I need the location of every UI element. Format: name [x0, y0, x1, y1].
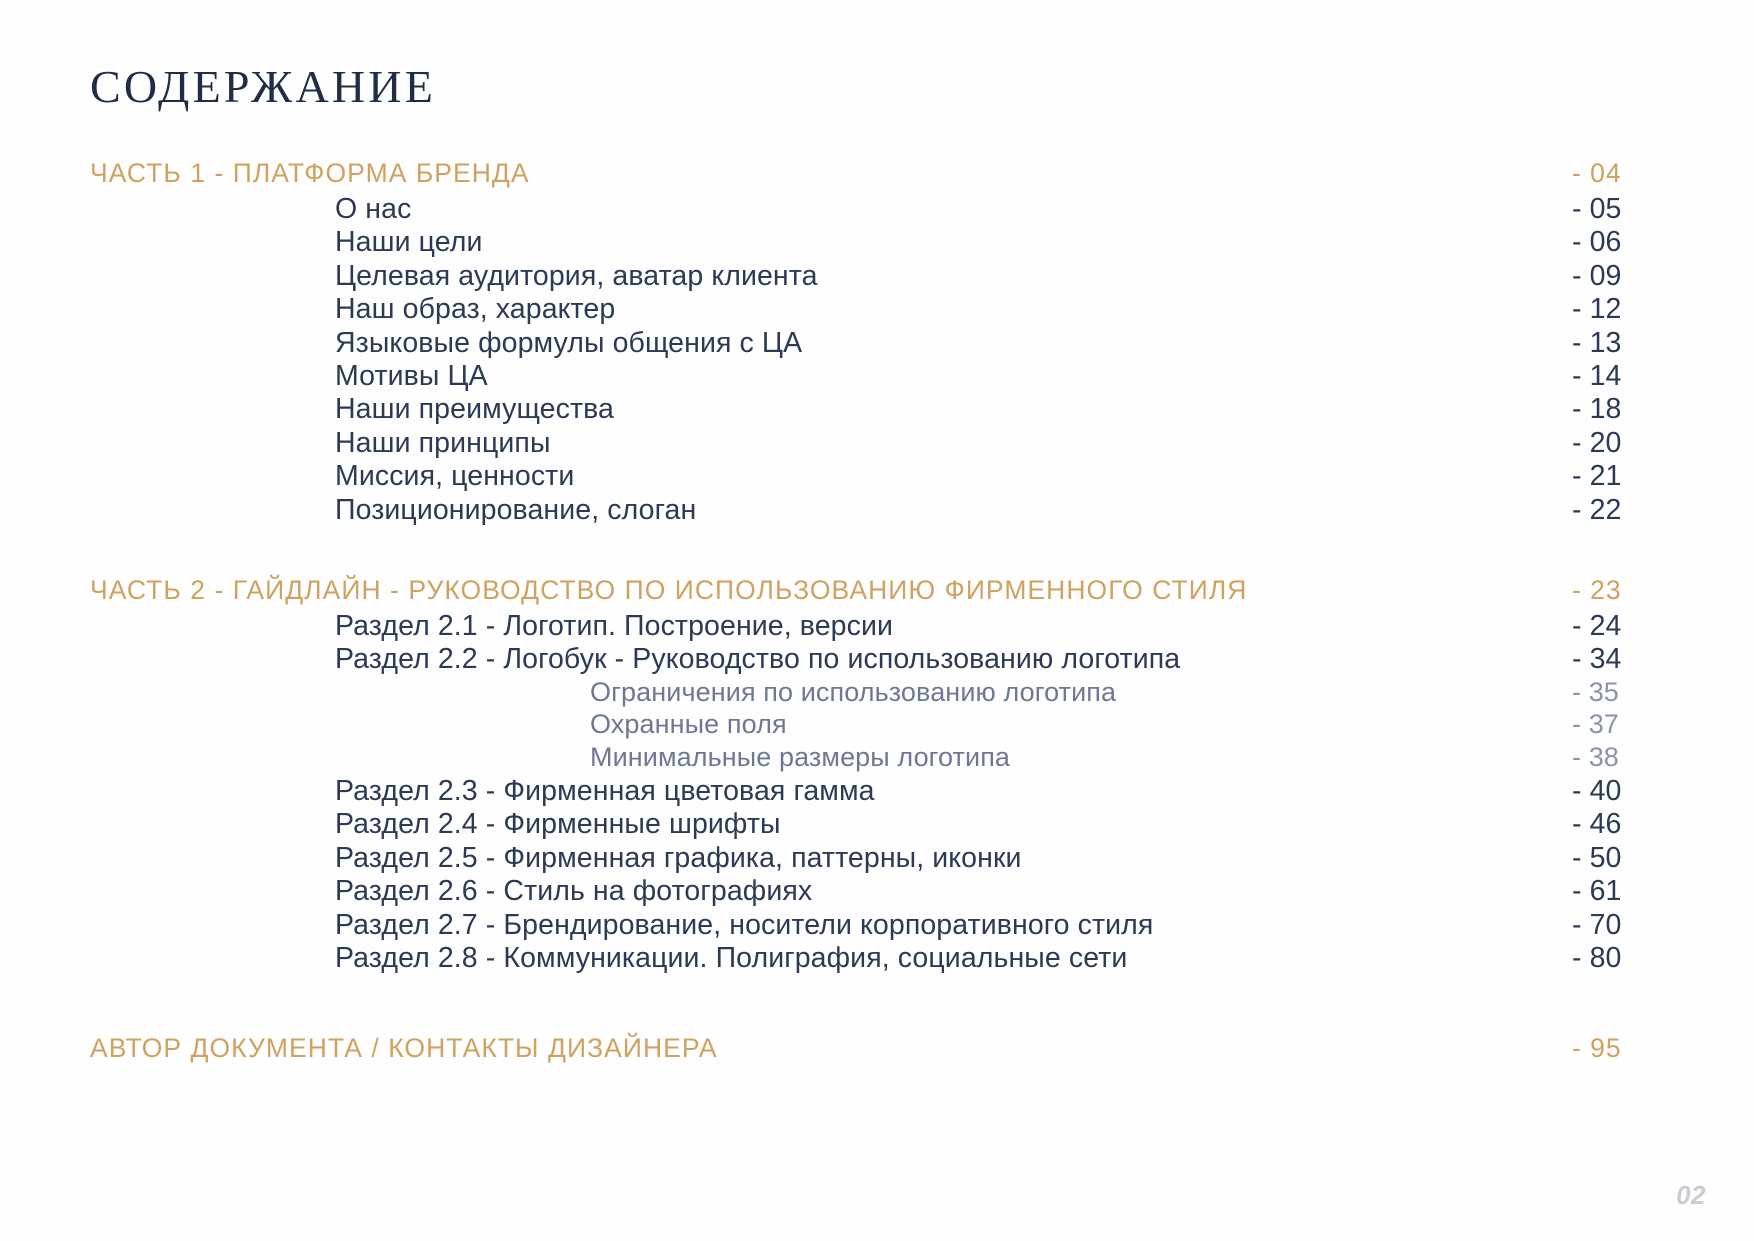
toc-entry-label: Минимальные размеры логотипа: [590, 742, 1011, 773]
toc-entry-page: - 21: [1572, 460, 1622, 493]
section-heading-page: - 23: [1572, 574, 1622, 605]
toc-entry-page: - 24: [1572, 609, 1622, 642]
toc-entry-page: - 70: [1572, 908, 1622, 941]
toc-entry-page: - 38: [1572, 742, 1619, 773]
toc-entry[interactable]: [90, 908, 1664, 944]
toc-entry-page: - 13: [1572, 326, 1622, 359]
toc-entry[interactable]: [90, 462, 1664, 495]
toc-entry-page: - 40: [1572, 775, 1622, 808]
toc-entry-label: Раздел 2.4 - Фирменные шрифты: [335, 808, 781, 841]
toc-entry-page: - 20: [1572, 426, 1622, 459]
toc-entry[interactable]: [90, 841, 1664, 877]
toc-entry-label: Позиционирование, слоган: [335, 493, 697, 526]
toc-footer-entry[interactable]: [90, 1035, 1664, 1068]
toc-entry-page: - 37: [1572, 709, 1619, 740]
toc-entry-page: - 34: [1572, 643, 1622, 676]
toc-entry-page: - 35: [1572, 676, 1619, 707]
vertical-spacer: [90, 977, 1664, 1035]
toc-entry[interactable]: [90, 493, 1664, 529]
toc-entry-page: - 50: [1572, 841, 1622, 874]
section-heading-page: - 04: [1572, 158, 1622, 188]
toc-entry-page: - 61: [1572, 875, 1622, 908]
toc-entry[interactable]: [90, 195, 1664, 228]
toc-entry-label: Ограничения по использованию логотипа: [590, 676, 1117, 707]
toc-entry[interactable]: [90, 645, 1664, 678]
toc-entry-label: Наш образ, характер: [335, 293, 616, 326]
toc-entry-page: - 06: [1572, 226, 1622, 259]
toc-entry[interactable]: [90, 609, 1664, 645]
toc-entry-label: Охранные поля: [590, 709, 787, 740]
toc-entry[interactable]: [90, 777, 1664, 810]
toc-entry-label: Наши цели: [335, 226, 483, 259]
toc-entry-label: Раздел 2.3 - Фирменная цветовая гамма: [335, 775, 875, 808]
toc-entry[interactable]: [90, 877, 1664, 910]
toc-entry[interactable]: [90, 944, 1664, 977]
toc-entry-label: О нас: [335, 193, 412, 225]
toc-entry-page: - 09: [1572, 259, 1622, 292]
toc-entry-label: Раздел 2.1 - Логотип. Построение, версии: [335, 609, 893, 642]
toc-entry-label: Целевая аудитория, аватар клиента: [335, 259, 818, 292]
toc-entry-page: - 46: [1572, 808, 1622, 841]
toc-entry[interactable]: [90, 676, 1664, 712]
footer-entry-page: - 95: [1572, 1033, 1622, 1064]
toc-section-heading[interactable]: [90, 160, 1664, 193]
toc-entry-label: Раздел 2.2 - Логобук - Руководство по использованию логотипа: [335, 643, 1181, 676]
toc-entry-label: Наши принципы: [335, 426, 551, 459]
page-folio-number: 02: [1676, 1180, 1706, 1210]
toc-entry[interactable]: [90, 810, 1664, 843]
toc-entry[interactable]: [90, 426, 1664, 462]
toc-entry-label: Миссия, ценности: [335, 460, 575, 493]
toc-entry-label: Языковые формулы общения с ЦА: [335, 326, 803, 359]
toc-entry-page: - 12: [1572, 293, 1622, 326]
table-of-contents: [90, 160, 1664, 1068]
section-heading-label: ЧАСТЬ 1 - ПЛАТФОРМА БРЕНДА: [90, 158, 530, 188]
toc-entry[interactable]: [90, 326, 1664, 362]
toc-entry-label: Раздел 2.7 - Брендирование, носители корпоративного стиля: [335, 908, 1154, 941]
toc-entry[interactable]: [90, 744, 1664, 777]
footer-entry-label: АВТОР ДОКУМЕНТА / КОНТАКТЫ ДИЗАЙНЕРА: [90, 1033, 718, 1064]
toc-entry-page: - 14: [1572, 359, 1622, 392]
section-heading-label: ЧАСТЬ 2 - ГАЙДЛАЙН - РУКОВОДСТВО ПО ИСПОЛЬЗОВАНИЮ ФИРМЕННОГО СТИЛЯ: [90, 574, 1248, 605]
toc-entry[interactable]: [90, 228, 1664, 261]
toc-entry-page: - 18: [1572, 393, 1622, 426]
toc-entry-page: - 22: [1572, 493, 1622, 526]
toc-entry-label: Наши преимущества: [335, 393, 615, 426]
vertical-spacer: [90, 529, 1664, 577]
toc-entry[interactable]: [90, 295, 1664, 328]
toc-entry[interactable]: [90, 711, 1664, 744]
toc-entry-label: Раздел 2.8 - Коммуникации. Полиграфия, социальные сети: [335, 942, 1128, 975]
toc-entry-page: - 05: [1572, 193, 1622, 225]
toc-section-heading[interactable]: [90, 574, 1664, 610]
toc-entry-page: - 80: [1572, 942, 1622, 975]
toc-entry[interactable]: [90, 359, 1664, 395]
toc-entry[interactable]: [90, 259, 1664, 295]
toc-entry-label: Мотивы ЦА: [335, 359, 488, 392]
toc-entry-label: Раздел 2.6 - Стиль на фотографиях: [335, 875, 813, 908]
toc-entry-label: Раздел 2.5 - Фирменная графика, паттерны, иконки: [335, 841, 1022, 874]
page-title: СОДЕРЖАНИЕ: [90, 61, 437, 112]
toc-entry[interactable]: [90, 395, 1664, 428]
